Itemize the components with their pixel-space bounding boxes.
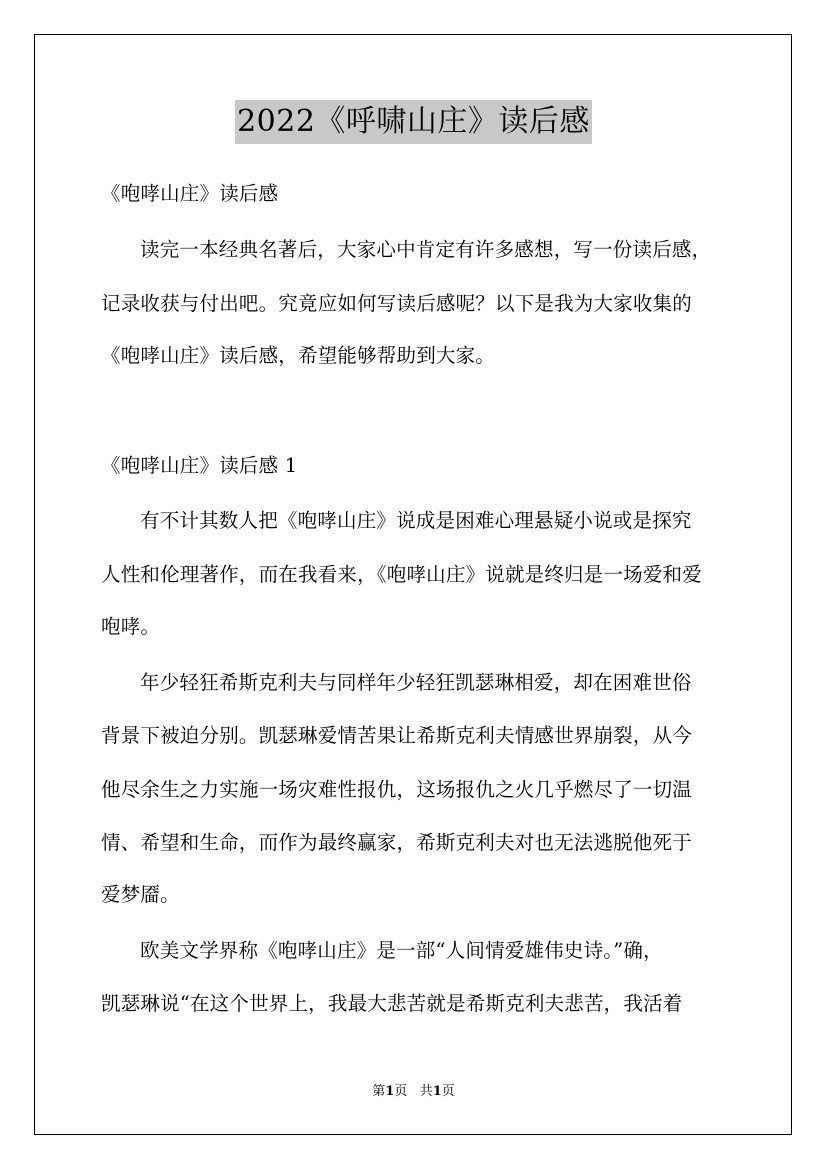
paragraph-line: 他尽余生之力实施一场灾难性报仇，这场报仇之火几乎燃尽了一切温 (101, 778, 693, 801)
paragraph-line: 《咆哮山庄》读后感，希望能够帮助到大家。 (101, 344, 496, 367)
paragraph-line: 人性和伦理著作，而在我看来，《咆哮山庄》说就是终归是一场爱和爱 (101, 563, 702, 586)
paragraph-line: 读完一本经典名著后，大家心中肯定有许多感想，写一份读后感， (140, 238, 712, 261)
page-footer (0, 1083, 827, 1101)
page-suffix: 页 (394, 1084, 408, 1099)
page-prefix: 第 (372, 1084, 386, 1099)
total-suffix: 页 (441, 1084, 455, 1099)
paragraph-line: 背景下被迫分别。凯瑟琳爱情苦果让希斯克利夫情感世界崩裂，从今 (101, 724, 693, 747)
paragraph-line: 爱梦靥。 (101, 883, 180, 906)
section-heading: 《咆哮山庄》读后感 1 (101, 454, 298, 477)
page-number: 1 (385, 1084, 395, 1099)
paragraph-line: 情、希望和生命，而作为最终赢家，希斯克利夫对也无法逃脱他死于 (101, 831, 693, 854)
title-container (0, 100, 827, 144)
document-title: 2022《呼啸山庄》读后感 (235, 100, 592, 144)
paragraph-line: 凯瑟琳说“在这个世界上，我最大悲苦就是希斯克利夫悲苦，我活着 (101, 992, 683, 1015)
subtitle-line: 《咆哮山庄》读后感 (101, 182, 279, 205)
total-prefix: 共 (419, 1084, 433, 1099)
paragraph-line: 欧美文学界称《咆哮山庄》是一部“人间情爱雄伟史诗。”确， (140, 939, 663, 962)
paragraph-line: 有不计其数人把《咆哮山庄》说成是困难心理悬疑小说或是探究 (140, 509, 692, 532)
paragraph-line: 年少轻狂希斯克利夫与同样年少轻狂凯瑟琳相爱，却在困难世俗 (140, 671, 692, 694)
total-pages: 1 (432, 1084, 442, 1099)
paragraph-line: 记录收获与付出吧。究竟应如何写读后感呢？以下是我为大家收集的 (101, 292, 693, 315)
paragraph-line: 咆哮。 (101, 615, 161, 638)
